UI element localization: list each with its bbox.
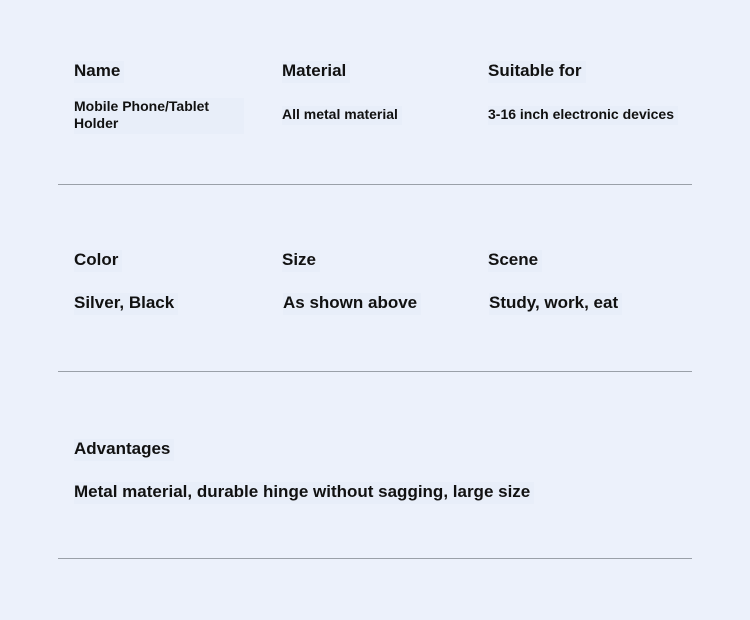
divider-3: [58, 558, 692, 559]
material-value: All metal material: [282, 106, 402, 125]
divider-1: [58, 184, 692, 185]
material-label: Material: [282, 61, 350, 83]
name-label: Name: [74, 61, 124, 83]
advantages-label: Advantages: [74, 439, 174, 461]
color-label: Color: [74, 250, 122, 272]
scene-value: Study, work, eat: [489, 293, 622, 315]
color-value: Silver, Black: [74, 293, 178, 315]
size-label: Size: [282, 250, 320, 272]
divider-2: [58, 371, 692, 372]
suitable-for-label: Suitable for: [488, 61, 586, 83]
suitable-for-value: 3-16 inch electronic devices: [488, 106, 678, 125]
advantages-value: Metal material, durable hinge without sagging, large size: [74, 482, 534, 504]
size-value: As shown above: [283, 293, 421, 315]
name-value: Mobile Phone/Tablet Holder: [74, 98, 244, 134]
scene-label: Scene: [488, 250, 542, 272]
